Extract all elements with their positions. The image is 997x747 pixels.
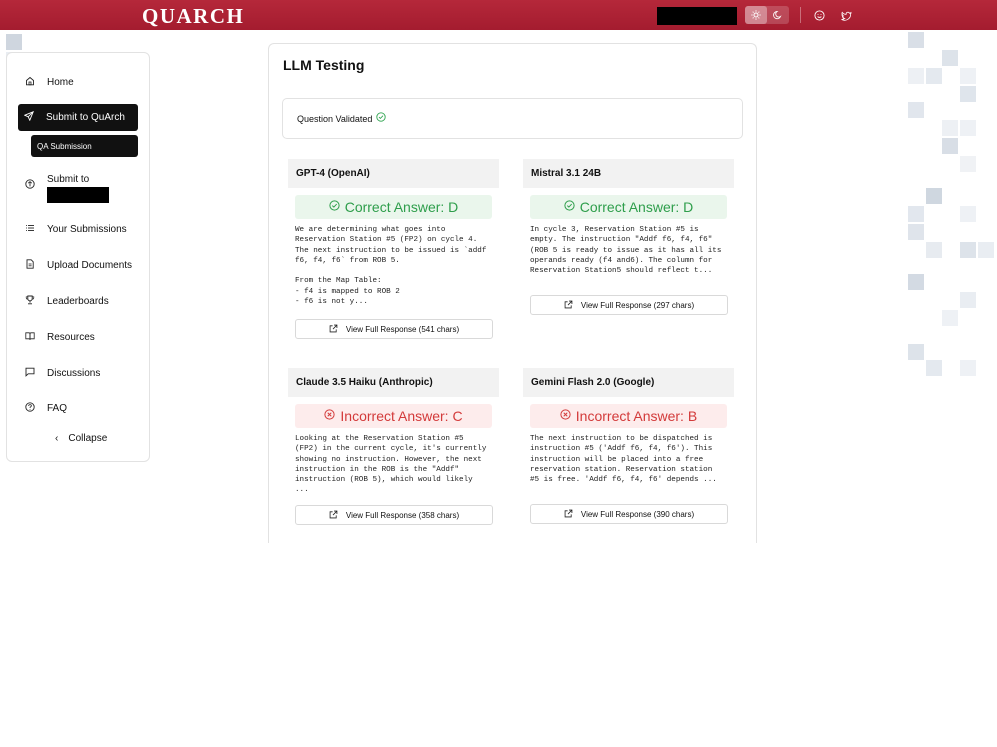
model-name: Gemini Flash 2.0 (Google) xyxy=(523,368,734,397)
sidebar-subitem-qa-submission[interactable] xyxy=(31,135,138,157)
sidebar-item-label: Your Submissions xyxy=(47,223,127,235)
button-label: View Full Response (541 chars) xyxy=(345,324,460,334)
response-preview: The next instruction to be dispatched is instruction #5 ('Addf f6, f4, f6'). This instruction will be placed into a free reservation station. Reservation station #5 is free. 'Addf f6, f4, f6' depends ... xyxy=(530,435,717,485)
document-icon xyxy=(23,259,37,272)
view-full-response-button[interactable] xyxy=(530,504,728,524)
verdict-text: Incorrect Answer: B xyxy=(575,408,698,424)
sidebar-item-label: Leaderboards xyxy=(47,295,109,307)
sidebar-item-submit-to[interactable] xyxy=(19,171,139,205)
sidebar-item-faq[interactable] xyxy=(19,395,139,421)
book-icon xyxy=(23,331,37,344)
check-circle-icon xyxy=(329,200,340,214)
verdict-text: Correct Answer: D xyxy=(344,199,459,215)
decorative-pattern-right xyxy=(906,30,997,380)
moon-icon[interactable] xyxy=(767,6,789,24)
response-preview: We are determining what goes into Reservation Station #5 (FP2) on cycle 4. The next instruction to be issued is `addf f6, f4, f6` from ROB 5. From the Map Table: - f4 is mapped to ROB 2 - f6 is not y... xyxy=(295,226,487,307)
chevron-left-icon: ‹ xyxy=(55,433,59,444)
sidebar xyxy=(6,52,150,462)
sidebar-item-leaderboards[interactable] xyxy=(19,288,139,314)
view-full-response-button[interactable] xyxy=(530,295,728,315)
submit-to-label-group xyxy=(47,174,109,203)
upload-circle-icon xyxy=(23,179,37,192)
model-card-gpt4 xyxy=(288,159,499,344)
sidebar-item-label: Submit to xyxy=(47,174,90,185)
top-bar xyxy=(0,0,997,30)
help-icon xyxy=(23,402,37,415)
verdict-badge xyxy=(530,404,727,428)
verdict-badge xyxy=(295,195,492,219)
sidebar-item-home[interactable] xyxy=(19,69,139,95)
external-link-icon xyxy=(329,324,338,335)
sidebar-item-label: Discussions xyxy=(47,367,101,379)
model-card-gemini xyxy=(523,368,734,533)
sidebar-item-label: QA Submission xyxy=(37,141,92,151)
button-label: View Full Response (297 chars) xyxy=(580,300,695,310)
collapse-button[interactable] xyxy=(55,433,107,444)
model-name: Claude 3.5 Haiku (Anthropic) xyxy=(288,368,499,397)
sidebar-item-label: Home xyxy=(47,76,74,88)
x-circle-icon xyxy=(324,409,335,423)
main-panel xyxy=(268,43,757,543)
view-full-response-button[interactable] xyxy=(295,319,493,339)
sidebar-item-label: Resources xyxy=(47,331,95,343)
list-icon xyxy=(23,223,37,236)
external-link-icon xyxy=(564,509,573,520)
validation-label: Question Validated xyxy=(297,113,373,124)
sidebar-item-upload-documents[interactable] xyxy=(19,252,139,278)
model-card-mistral xyxy=(523,159,734,344)
brand-logo[interactable]: QUARCH xyxy=(142,4,245,28)
model-name: Mistral 3.1 24B xyxy=(523,159,734,188)
redacted-target xyxy=(47,187,109,203)
sidebar-item-label: Submit to QuArch xyxy=(46,112,125,123)
page-title: LLM Testing xyxy=(283,57,365,73)
view-full-response-button[interactable] xyxy=(295,505,493,525)
redacted-user-area xyxy=(657,7,737,25)
sidebar-item-label: Upload Documents xyxy=(47,259,133,271)
external-link-icon xyxy=(329,510,338,521)
sidebar-item-submit-to-quarch[interactable] xyxy=(18,104,138,131)
sun-icon[interactable] xyxy=(745,6,767,24)
twitter-icon[interactable] xyxy=(838,7,854,23)
button-label: View Full Response (358 chars) xyxy=(345,510,460,520)
home-icon xyxy=(23,76,37,89)
validation-status xyxy=(282,98,743,139)
verdict-text: Incorrect Answer: C xyxy=(340,408,463,424)
sidebar-item-label: FAQ xyxy=(47,402,68,414)
sidebar-item-resources[interactable] xyxy=(19,324,139,350)
response-preview: Looking at the Reservation Station #5 (FP2) in the current cycle, it's currently showing no instruction. However, the next instruction in the ROB is the "Addf" instruction (ROB 5), which would likely ... xyxy=(295,435,487,495)
send-icon xyxy=(22,111,36,124)
response-preview: In cycle 3, Reservation Station #5 is empty. The instruction "Addf f6, f4, f6" (ROB 5 is ready to issue as it has all its operands ready (f4 and6). The column for Reservation Station5 should reflect t... xyxy=(530,226,722,276)
model-card-claude xyxy=(288,368,499,533)
verdict-badge xyxy=(530,195,727,219)
verdict-badge xyxy=(295,404,492,428)
sidebar-item-your-submissions[interactable] xyxy=(19,216,139,242)
check-circle-icon xyxy=(564,200,575,214)
theme-toggle[interactable] xyxy=(745,6,789,24)
trophy-icon xyxy=(23,295,37,308)
external-link-icon xyxy=(564,300,573,311)
sidebar-item-discussions[interactable] xyxy=(19,360,139,386)
divider xyxy=(800,7,801,23)
x-circle-icon xyxy=(560,409,571,423)
check-circle-icon xyxy=(376,112,386,125)
verdict-text: Correct Answer: D xyxy=(579,199,694,215)
model-name: GPT-4 (OpenAI) xyxy=(288,159,499,188)
collapse-label: Collapse xyxy=(68,433,108,444)
button-label: View Full Response (390 chars) xyxy=(580,509,695,519)
smiley-icon[interactable] xyxy=(811,7,827,23)
chat-icon xyxy=(23,367,37,380)
